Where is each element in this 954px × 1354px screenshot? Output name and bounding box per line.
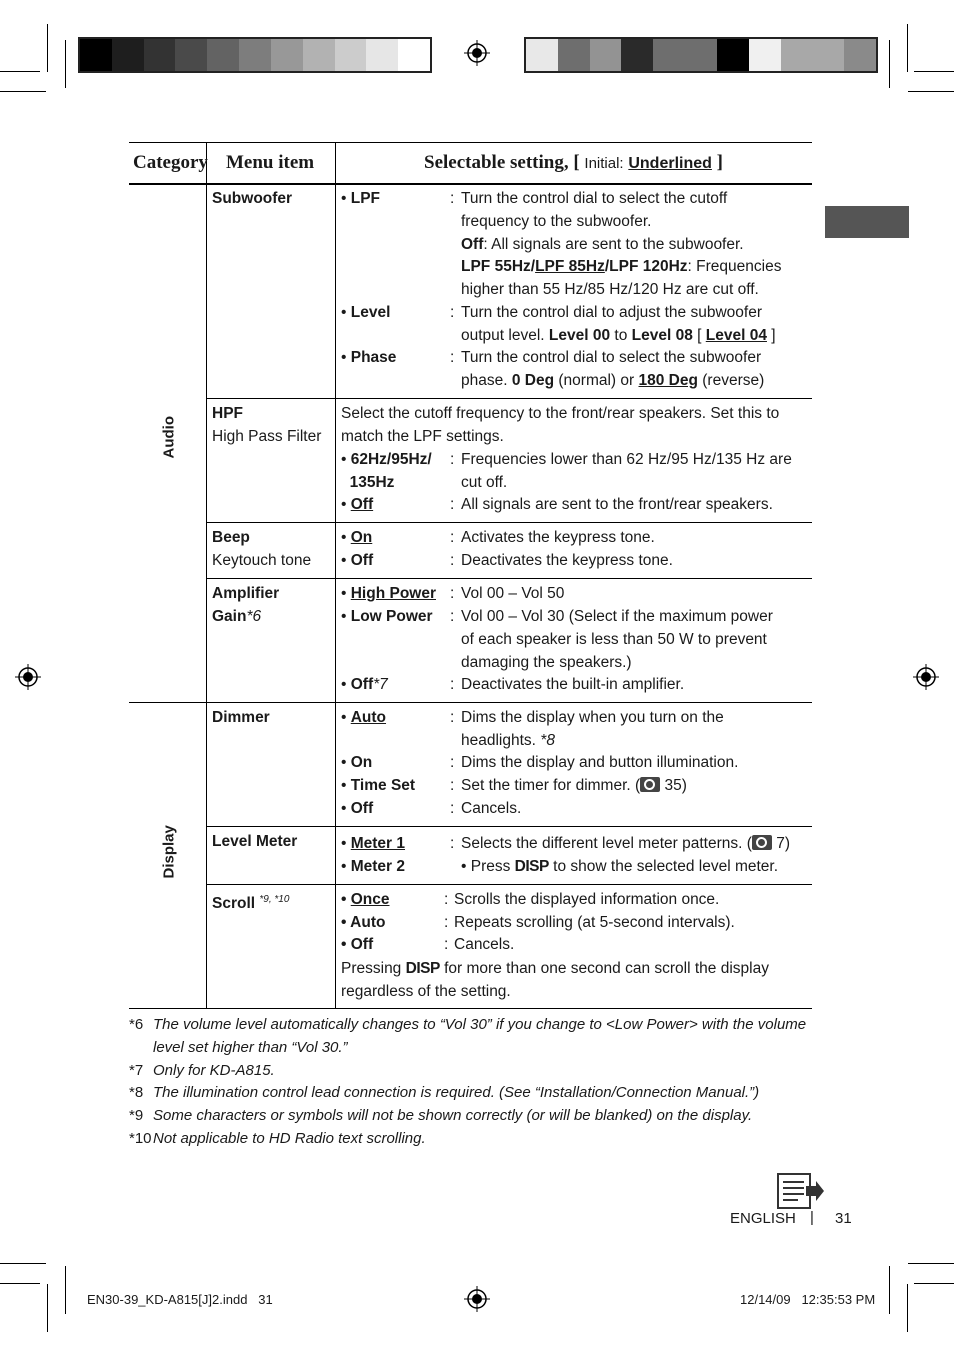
- color-swatch: [271, 39, 303, 71]
- color-swatch: [717, 39, 749, 71]
- footer-language: ENGLISH: [730, 1210, 796, 1227]
- menu-beep: Beep Keytouch tone: [212, 529, 312, 569]
- menu-dimmer: Dimmer: [212, 709, 270, 726]
- option-off: • Off*7: [341, 676, 388, 693]
- color-swatch: [144, 39, 176, 71]
- color-swatch: [812, 39, 844, 71]
- document-arrow-icon: [776, 1171, 826, 1211]
- registration-mark-icon: [913, 664, 939, 690]
- color-swatch: [558, 39, 590, 71]
- lpf-description: Turn the control dial to select the cutoff frequency to the subwoofer. Off: All signals are sent to the subwoofer. LPF 55Hz/LPF 85Hz/LPF 120Hz: Frequencies higher than 55 Hz/85 Hz/120 Hz are cut off.: [461, 190, 782, 299]
- color-swatch: [844, 39, 876, 71]
- color-swatch: [80, 39, 112, 71]
- color-swatch: [112, 39, 144, 71]
- option-phase: • Phase: [341, 349, 397, 366]
- option-on: • On: [341, 754, 373, 771]
- level-description: Turn the control dial to adjust the subwoofer output level. Level 00 to Level 08 [ Level 04 ]: [461, 304, 776, 344]
- category-display: Display: [160, 825, 178, 879]
- registration-mark-icon: [15, 664, 41, 690]
- header-selectable: Selectable setting, [ Initial: Underlined ]: [424, 152, 723, 173]
- option-low-power: • Low Power: [341, 608, 433, 625]
- option-on: • On: [341, 529, 373, 546]
- option-meter-2: • Meter 2: [341, 858, 406, 875]
- reference-magnifier-icon: [640, 777, 660, 792]
- menu-subwoofer: Subwoofer: [212, 190, 293, 207]
- color-swatch: [526, 39, 558, 71]
- option-auto: • Auto: [341, 914, 386, 931]
- option-62hz: • 62Hz/95Hz/ 135Hz: [341, 451, 432, 491]
- header-category: Category: [133, 152, 208, 173]
- menu-scroll: Scroll $^{*9, *10}$: [212, 894, 290, 913]
- option-auto: • Auto: [341, 709, 387, 726]
- footer-separator: |: [810, 1209, 814, 1226]
- color-swatch: [207, 39, 239, 71]
- color-swatch: [590, 39, 622, 71]
- header-menu-item: Menu item: [226, 152, 315, 173]
- color-swatch: [653, 39, 685, 71]
- color-swatch: [398, 39, 430, 71]
- color-swatch: [781, 39, 813, 71]
- option-off: • Off: [341, 552, 374, 569]
- scroll-note: Pressing DISP for more than one second can scroll the display regardless of the setting.: [341, 960, 769, 1000]
- color-swatch: [175, 39, 207, 71]
- option-lpf: • LPF: [341, 190, 381, 207]
- slug-file: EN30-39_KD-A815[J]2.indd 31: [87, 1292, 273, 1307]
- footnotes: *6 The volume level automatically changes to “Vol 30” if you change to <Low Power> with the volume level set higher than “Vol 30.” *7 Only for KD-A815. *8 The illumination control lead connection is required. (See “Installation/Connection Manual.”) *9 Some characters or symbols will not be shown correctly (or will be blanked) on the display. *10 Not applicable to HD Radio text scrolling.: [129, 1016, 807, 1147]
- color-swatch: [335, 39, 367, 71]
- option-high-power: • High Power: [341, 585, 436, 602]
- section-tab: [825, 206, 909, 238]
- menu-level-meter: Level Meter: [212, 833, 298, 850]
- registration-mark-icon: [464, 40, 490, 66]
- option-time-set: • Time Set: [341, 777, 416, 794]
- color-swatch: [366, 39, 398, 71]
- page-number: 31: [835, 1210, 852, 1227]
- color-swatch: [303, 39, 335, 71]
- color-swatch: [239, 39, 271, 71]
- menu-hpf: HPF High Pass Filter: [212, 405, 322, 445]
- option-off: • Off: [341, 936, 374, 953]
- option-off: • Off: [341, 496, 374, 513]
- color-swatch: [749, 39, 781, 71]
- option-off: • Off: [341, 800, 374, 817]
- hpf-intro: Select the cutoff frequency to the front/rear speakers. Set this to match the LPF settings.: [341, 405, 780, 445]
- option-level: • Level: [341, 304, 391, 321]
- color-swatch: [685, 39, 717, 71]
- color-bar-left: [78, 37, 432, 73]
- registration-mark-icon: [464, 1286, 490, 1312]
- color-swatch: [621, 39, 653, 71]
- slug-date: 12/14/09 12:35:53 PM: [740, 1292, 876, 1307]
- menu-amplifier-gain: Amplifier Gain*6: [212, 585, 280, 625]
- category-audio: Audio: [160, 416, 178, 459]
- reference-magnifier-icon: [752, 835, 772, 850]
- option-meter-1: • Meter 1: [341, 835, 406, 852]
- option-once: • Once: [341, 891, 390, 908]
- color-bar-right: [524, 37, 878, 73]
- phase-description: Turn the control dial to select the subwoofer phase. 0 Deg (normal) or 180 Deg (reverse): [461, 349, 765, 389]
